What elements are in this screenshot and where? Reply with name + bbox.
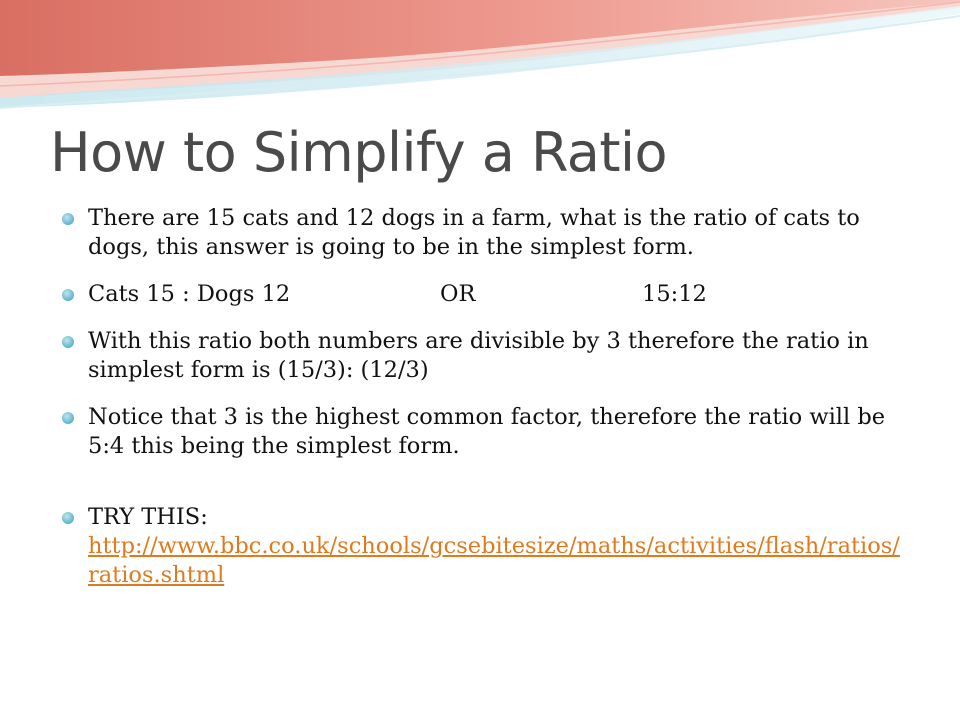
bullet-item (62, 327, 902, 385)
bullet-item (62, 403, 902, 461)
ratio-words: Cats 15 : Dogs 12 (88, 281, 291, 307)
bullet-icon (62, 412, 74, 424)
bullet-text: There are 15 cats and 12 dogs in a farm, what is the ratio of cats to dogs, this answer is going to be in the simplest form. (88, 205, 860, 260)
ratio-or: OR (440, 281, 476, 307)
bullet-item-try-this (62, 503, 902, 590)
bullet-icon (62, 289, 74, 301)
try-this-label: TRY THIS: (88, 504, 208, 530)
bullet-item (62, 204, 902, 262)
bullet-text: With this ratio both numbers are divisible by 3 therefore the ratio in simplest form is (15/3): (12/3) (88, 328, 869, 383)
ratio-row (88, 280, 902, 309)
bullet-icon (62, 512, 74, 524)
bullet-list (62, 204, 902, 608)
bullet-icon (62, 213, 74, 225)
slide-title: How to Simplify a Ratio (50, 121, 668, 184)
ratio-numeric: 15:12 (642, 281, 707, 307)
bullet-icon (62, 336, 74, 348)
activity-link[interactable]: http://www.bbc.co.uk/schools/gcsebitesize/maths/activities/flash/ratios/ratios.shtml (88, 533, 900, 588)
bullet-text: Notice that 3 is the highest common factor, therefore the ratio will be 5:4 this being the simplest form. (88, 404, 886, 459)
bullet-item (62, 280, 902, 309)
